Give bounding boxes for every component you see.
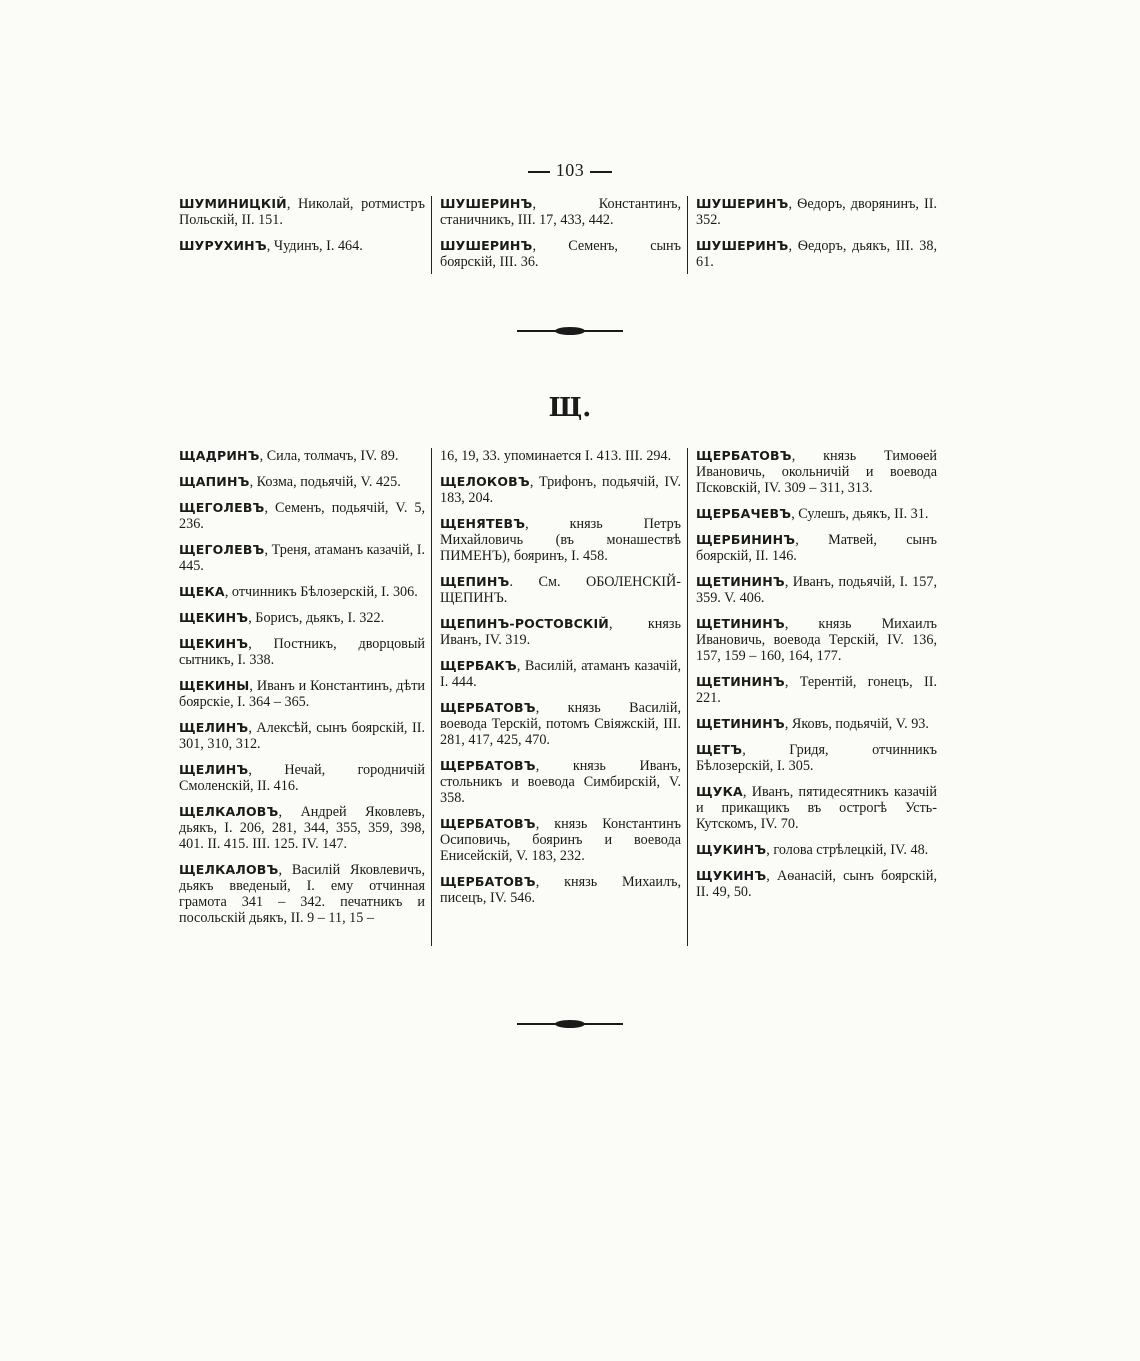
- entry-text: , Терентій, гонецъ, II. 221.: [696, 674, 937, 706]
- entry-surname: ЩЕГОЛЕВЪ: [179, 500, 265, 515]
- dash-right: [590, 171, 612, 173]
- index-entry: [440, 448, 681, 464]
- entry-text: , Сила, толмачъ, IV. 89.: [259, 448, 399, 464]
- index-entry: [696, 574, 937, 606]
- entry-surname: ЩЕНЯТЕВЪ: [440, 516, 526, 531]
- entry-text: , Яковъ, подьячій, V. 93.: [784, 716, 929, 732]
- ornament-divider-1: [0, 324, 1140, 338]
- entry-surname: ЩЕКА: [179, 584, 225, 599]
- entry-text: , Константинъ, станичникъ, III. 17, 433, 442.: [440, 196, 681, 228]
- index-entry: [179, 678, 425, 710]
- entry-text: , Семенъ, сынъ боярскій, III. 36.: [440, 238, 681, 270]
- entry-surname: ШУШЕРИНЪ: [696, 238, 789, 253]
- index-entry: [179, 584, 425, 600]
- index-entry: [179, 720, 425, 752]
- entry-text: , Трифонъ, подьячій, IV. 183, 204.: [440, 474, 681, 506]
- entry-text: , Гридя, отчинникъ Бѣлозерскій, I. 305.: [696, 742, 937, 774]
- index-entry: [696, 532, 937, 564]
- index-entry: [696, 238, 937, 270]
- index-column: [175, 196, 431, 274]
- index-entry: [440, 816, 681, 864]
- index-entry: [179, 542, 425, 574]
- entry-text: , Треня, атаманъ казачій, I. 445.: [179, 542, 425, 574]
- ornament-divider-2: [0, 1017, 1140, 1031]
- index-entry: [440, 616, 681, 648]
- entry-surname: ЩЕКИНЪ: [179, 610, 249, 625]
- index-entry: [179, 238, 425, 254]
- index-column: [175, 448, 431, 946]
- dash-left: [528, 171, 550, 173]
- entry-surname: ЩЕЛОКОВЪ: [440, 474, 530, 489]
- entry-text: 16, 19, 33. упоминается I. 413. III. 294.: [440, 448, 672, 464]
- entry-text: . См. ОБОЛЕНСКІЙ-ЩЕПИНЪ.: [440, 574, 681, 606]
- page-number-text: 103: [555, 160, 585, 180]
- entry-surname: ЩЕТИНИНЪ: [696, 674, 785, 689]
- index-entry: [696, 716, 937, 732]
- entry-text: , князь Иванъ, IV. 319.: [440, 616, 681, 648]
- entry-surname: ЩЕТИНИНЪ: [696, 616, 785, 631]
- entry-text: , Матвей, сынъ боярскій, II. 146.: [696, 532, 937, 564]
- index-entry: [440, 758, 681, 806]
- index-column: [687, 196, 943, 274]
- entry-surname: ЩЕЛКАЛОВЪ: [179, 862, 279, 877]
- page-number: [0, 160, 1140, 181]
- index-entry: [179, 610, 425, 626]
- entry-surname: ЩУКИНЪ: [696, 842, 767, 857]
- entry-text: , Ѳедоръ, дворянинъ, II. 352.: [696, 196, 937, 228]
- entry-text: , Ѳедоръ, дьякъ, III. 38, 61.: [696, 238, 937, 270]
- entry-text: , князь Тимоѳей Ивановичь, окольничій и воевода Псковскій, IV. 309 – 311, 313.: [696, 448, 937, 496]
- entry-surname: ШУШЕРИНЪ: [440, 196, 533, 211]
- index-column: [687, 448, 943, 946]
- index-entry: [179, 474, 425, 490]
- index-entry: [440, 474, 681, 506]
- entry-surname: ЩЕПИНЪ-РОСТОВСКІЙ: [440, 616, 609, 631]
- entry-text: , Алексѣй, сынъ боярскій, II. 301, 310, 312.: [179, 720, 425, 752]
- entry-text: , Василій, атаманъ казачій, I. 444.: [440, 658, 681, 690]
- entry-text: , Борисъ, дьякъ, I. 322.: [248, 610, 385, 626]
- entry-surname: ЩЕРБАЧЕВЪ: [696, 506, 792, 521]
- entry-surname: ЩАДРИНЪ: [179, 448, 260, 463]
- entry-text: , Семенъ, подьячій, V. 5, 236.: [179, 500, 425, 532]
- entry-surname: ЩЕКИНЫ: [179, 678, 250, 693]
- entry-text: , Аѳанасій, сынъ боярскій, II. 49, 50.: [696, 868, 937, 900]
- entry-surname: ЩЕРБАТОВЪ: [440, 816, 536, 831]
- entry-surname: ЩЕТИНИНЪ: [696, 716, 785, 731]
- entry-text: , Иванъ и Константинъ, дѣти боярскіе, I. 364 – 365.: [179, 678, 425, 710]
- index-entry: [696, 784, 937, 832]
- index-entry: [696, 616, 937, 664]
- index-entry: [179, 500, 425, 532]
- index-column: [431, 196, 687, 274]
- index-column: [431, 448, 687, 946]
- index-entry: [440, 658, 681, 690]
- entry-text: , Козма, подьячій, V. 425.: [249, 474, 401, 490]
- entry-surname: ЩЕГОЛЕВЪ: [179, 542, 265, 557]
- entry-text: , Иванъ, пятидесятникъ казачій и прикащикъ въ острогѣ Усть-Кутскомъ, IV. 70.: [696, 784, 937, 832]
- entry-surname: ШУРУХИНЪ: [179, 238, 267, 253]
- index-entry: [440, 874, 681, 906]
- entry-surname: ЩЕТИНИНЪ: [696, 574, 785, 589]
- index-entry: [696, 196, 937, 228]
- index-entry: [696, 448, 937, 496]
- index-entry: [179, 762, 425, 794]
- entry-text: , Постникъ, дворцовый сытникъ, I. 338.: [179, 636, 425, 668]
- index-entry: [696, 674, 937, 706]
- entry-text: , голова стрѣлецкій, IV. 48.: [766, 842, 929, 858]
- index-entry: [440, 574, 681, 606]
- entry-surname: ЩЕРБАТОВЪ: [440, 700, 536, 715]
- entry-text: , Чудинъ, I. 464.: [266, 238, 363, 254]
- entry-surname: ЩЕТЪ: [696, 742, 743, 757]
- index-entry: [440, 196, 681, 228]
- main-index-columns: [175, 448, 943, 946]
- index-entry: [696, 506, 937, 522]
- entry-text: , отчинникъ Бѣлозерскій, I. 306.: [224, 584, 418, 600]
- index-entry: [179, 448, 425, 464]
- entry-text: , Иванъ, подьячій, I. 157, 359. V. 406.: [696, 574, 937, 606]
- index-entry: [696, 868, 937, 900]
- entry-surname: ЩУКА: [696, 784, 743, 799]
- index-entry: [440, 700, 681, 748]
- entry-surname: ЩЕРБИНИНЪ: [696, 532, 796, 547]
- entry-text: , князь Михаилъ Ивановичь, воевода Терскій, IV. 136, 157, 159 – 160, 164, 177.: [696, 616, 937, 664]
- index-entry: [179, 804, 425, 852]
- index-entry: [179, 196, 425, 228]
- entry-surname: ЩАПИНЪ: [179, 474, 250, 489]
- entry-text: , Николай, ротмистръ Польскій, II. 151.: [179, 196, 425, 228]
- index-entry: [440, 516, 681, 564]
- entry-surname: ЩЕКИНЪ: [179, 636, 249, 651]
- index-entry: [696, 842, 937, 858]
- section-letter: Щ.: [548, 393, 592, 423]
- entry-text: , князь Петръ Михайловичь (въ монашествѣ ПИМЕНЪ), бояринъ, I. 458.: [440, 516, 681, 564]
- entry-surname: ЩЕЛИНЪ: [179, 762, 249, 777]
- index-entry: [696, 742, 937, 774]
- index-entry: [179, 636, 425, 668]
- entry-surname: ШУШЕРИНЪ: [440, 238, 533, 253]
- entry-surname: ЩУКИНЪ: [696, 868, 767, 883]
- entry-surname: ШУШЕРИНЪ: [696, 196, 789, 211]
- index-entry: [440, 238, 681, 270]
- index-entry: [179, 862, 425, 926]
- entry-surname: ЩЕРБАКЪ: [440, 658, 517, 673]
- entry-surname: ЩЕЛКАЛОВЪ: [179, 804, 279, 819]
- entry-surname: ЩЕРБАТОВЪ: [440, 758, 536, 773]
- entry-text: , Василій Яковлевичъ, дьякъ введеный, I. ему отчинная грамота 341 – 342. печатникъ и посольскій дьякъ, II. 9 – 11, 15 –: [179, 862, 425, 926]
- entry-text: , князь Василій, воевода Терскій, потомъ Свіяжскій, III. 281, 417, 425, 470.: [440, 700, 681, 748]
- entry-surname: ЩЕЛИНЪ: [179, 720, 249, 735]
- entry-text: , князь Михаилъ, писецъ, IV. 546.: [440, 874, 681, 906]
- entry-text: , Андрей Яковлевъ, дьякъ, I. 206, 281, 344, 355, 359, 398, 401. II. 415. III. 125. IV. 147.: [179, 804, 425, 852]
- entry-text: , Сулешъ, дьякъ, II. 31.: [791, 506, 929, 522]
- entry-surname: ЩЕПИНЪ: [440, 574, 510, 589]
- entry-text: , князь Константинъ Осиповичь, бояринъ и воевода Енисейскій, V. 183, 232.: [440, 816, 681, 864]
- top-index-columns: [175, 196, 943, 274]
- entry-text: , Нечай, городничій Смоленскій, II. 416.: [179, 762, 425, 794]
- entry-text: , князь Иванъ, стольникъ и воевода Симбирскій, V. 358.: [440, 758, 681, 806]
- entry-surname: ЩЕРБАТОВЪ: [696, 448, 792, 463]
- entry-surname: ШУМИНИЦКІЙ: [179, 196, 287, 211]
- entry-surname: ЩЕРБАТОВЪ: [440, 874, 536, 889]
